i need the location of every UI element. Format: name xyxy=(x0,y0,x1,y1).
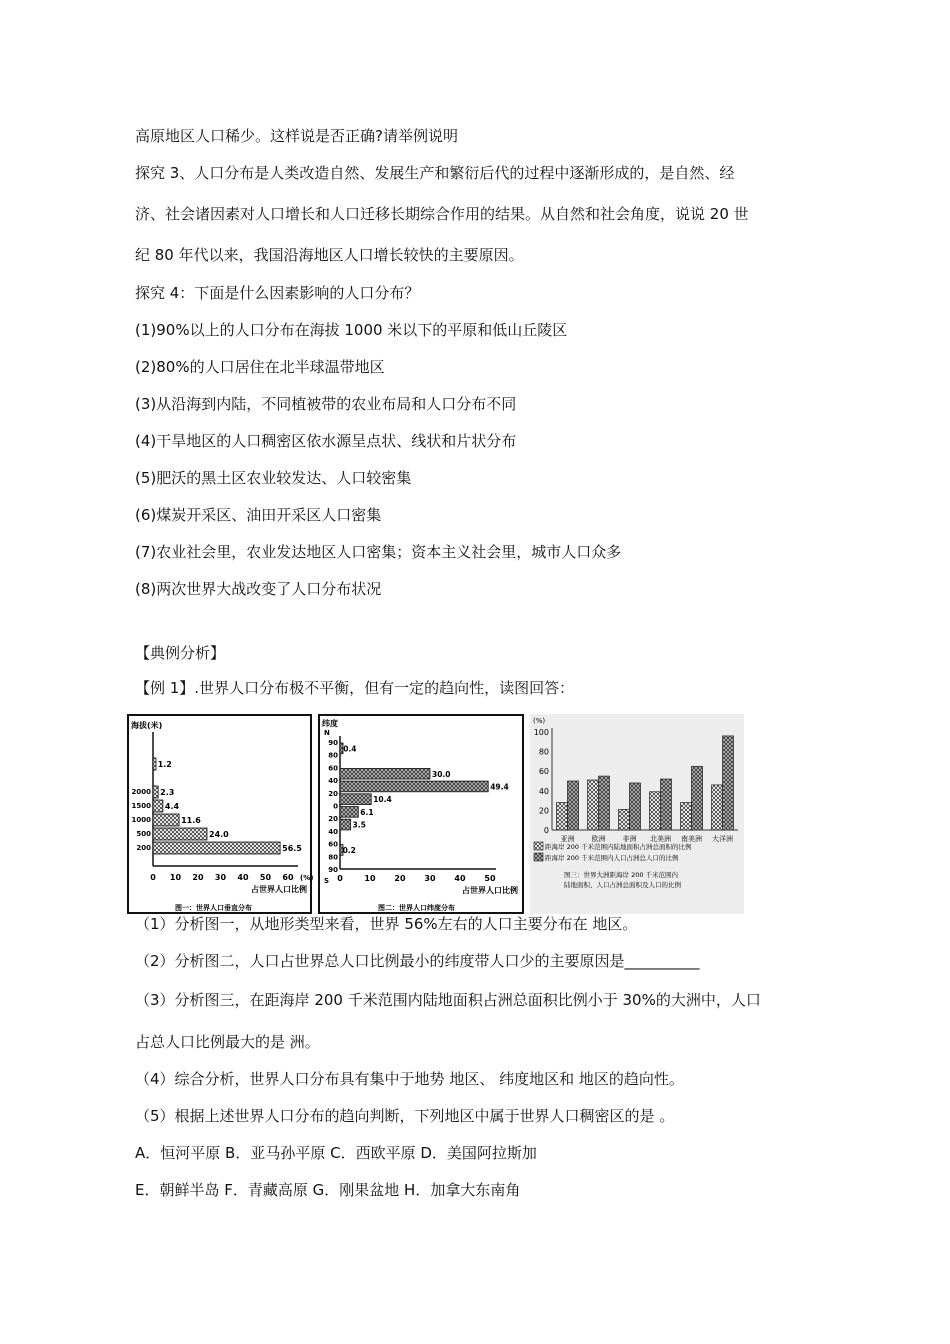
chart-3-bar xyxy=(650,792,661,830)
chart-1-x-tick-label: 50 xyxy=(259,873,272,882)
chart-2-value-label: 30.0 xyxy=(432,769,451,779)
chart-2-x-tick-label: 0 xyxy=(337,874,343,883)
chart-2-y-tick-label: 60 xyxy=(328,764,338,773)
chart-3-bar xyxy=(619,809,630,830)
chart-1-x-tick-label: 10 xyxy=(169,873,182,882)
chart-3-category-label: 大洋洲 xyxy=(712,835,733,843)
chart-2-y-tick-label: 40 xyxy=(328,827,338,836)
chart-3-bar xyxy=(692,766,703,830)
chart-3-bar xyxy=(568,781,579,830)
chart-1-y-tick-label: 1000 xyxy=(131,816,151,824)
paragraph-line-3: 济、社会诸因素对人口增长和人口迁移长期综合作用的结果。从自然和社会角度，说说 20 世 xyxy=(135,205,749,223)
chart-1-ylabel: 海拔(米) xyxy=(131,721,163,730)
chart-2-x-tick-label: 40 xyxy=(454,874,466,883)
chart-1-x-tick-label: 60 xyxy=(282,873,294,882)
chart-1-bar xyxy=(153,800,163,812)
chart-3-y-tick-label: 80 xyxy=(538,747,549,757)
chart-1-value-label: 2.3 xyxy=(160,788,175,797)
chart-2-x-tick-label: 20 xyxy=(394,874,406,883)
chart-2-value-label: 6.1 xyxy=(360,807,374,817)
chart-3-bar xyxy=(557,803,568,830)
chart-2-y-tick-label: 0 xyxy=(333,802,338,811)
chart-1-xlabel: 占世界人口比例 xyxy=(251,885,307,894)
chart-2-bar xyxy=(340,794,371,805)
chart-1-y-tick-label: 500 xyxy=(136,830,151,838)
chart-1-x-tick-label: 0 xyxy=(150,873,156,882)
chart-3-title-line-1: 图三：世界大洲距海岸 200 千米范围内 xyxy=(564,871,679,879)
chart-2-bar xyxy=(340,781,488,792)
paragraph-line-6: (1)90%以上的人口分布在海拔 1000 米以下的平原和低山丘陵区 xyxy=(135,321,568,339)
chart-1-value-label: 24.0 xyxy=(209,830,229,839)
chart-3-bar xyxy=(599,776,610,830)
chart-3-bar xyxy=(712,785,723,830)
chart-1-x-tick-label: 30 xyxy=(214,873,227,882)
paragraph-line-13: (8)两次世界大战改变了人口分布状况 xyxy=(135,580,382,598)
figure-row xyxy=(127,714,747,914)
chart-2-bar xyxy=(340,819,351,830)
chart-3-title-line-2: 陆地面积、人口占洲总面积及人口的比例 xyxy=(564,881,681,889)
chart-2-x-tick-label: 30 xyxy=(424,874,436,883)
section-title: 【典例分析】 xyxy=(135,644,226,662)
chart-2-y-tick-label: 20 xyxy=(328,789,338,798)
paragraph-line-7: (2)80%的人口居住在北半球温带地区 xyxy=(135,358,385,376)
paragraph-line-2: 探究 3、人口分布是人类改造自然、发展生产和繁衍后代的过程中逐渐形成的，是自然、经 xyxy=(135,164,735,182)
chart-2-y-tick-label: 80 xyxy=(328,751,338,760)
chart-3-category-label: 欧洲 xyxy=(591,835,606,843)
paragraph-line-4: 纪 80 年代以来，我国沿海地区人口增长较快的主要原因。 xyxy=(135,246,524,264)
chart-1-value-label: 56.5 xyxy=(282,844,302,853)
chart-1-bar xyxy=(153,814,179,826)
chart-3-category-label: 南美洲 xyxy=(681,835,702,843)
chart-3-category-label: 亚洲 xyxy=(560,835,575,843)
figure-2 xyxy=(318,714,524,914)
chart-1-x-unit: (%) xyxy=(300,874,314,882)
chart-2-bar xyxy=(340,768,430,779)
chart-3-legend-swatch xyxy=(534,853,543,861)
chart-2-y-tick-label: 80 xyxy=(328,853,338,862)
chart-2-y-tick-label: 60 xyxy=(328,840,338,849)
question-3-line-1: （3）分析图三，在距海岸 200 千米范围内陆地面积占洲总面积比例小于 30%的大洲中，人口 xyxy=(135,991,761,1009)
example-intro: 【例 1】.世界人口分布极不平衡，但有一定的趋向性，读图回答： xyxy=(135,679,575,697)
chart-2-y-bottom-label: S xyxy=(324,877,330,885)
chart-2-x-tick-label: 10 xyxy=(364,874,376,883)
chart-2-bar xyxy=(340,807,358,818)
chart-2-x-tick-label: 50 xyxy=(484,874,496,883)
chart-2-value-label: 49.4 xyxy=(490,782,509,792)
chart-1-bar xyxy=(153,828,207,840)
chart-1-y-tick-label: 2000 xyxy=(131,788,151,796)
paragraph-line-11: (6)煤炭开采区、油田开采区人口密集 xyxy=(135,506,382,524)
chart-2-value-label: 10.4 xyxy=(373,795,392,805)
chart-2-y-tick-label: 90 xyxy=(328,866,338,874)
chart-2-y-tick-label: 20 xyxy=(328,815,338,824)
chart-3 xyxy=(530,714,744,914)
question-2: （2）分析图二，人口占世界总人口比例最小的纬度带人口少的主要原因是__________ xyxy=(135,952,700,970)
chart-2-title: 图二：世界人口纬度分布 xyxy=(378,904,455,912)
chart-2-y-tick-label: 40 xyxy=(328,777,338,786)
chart-2-y-tick-label: 90 xyxy=(328,739,338,747)
chart-3-legend-label: 距海岸 200 千米范围内陆地面积占洲总面积的比例 xyxy=(545,843,692,851)
chart-3-category-label: 北美洲 xyxy=(650,835,671,843)
chart-3-y-tick-label: 20 xyxy=(538,806,549,816)
chart-1-x-tick-label: 40 xyxy=(237,873,249,882)
chart-3-bar xyxy=(661,779,672,830)
question-5: （5）根据上述世界人口分布的趋向判断，下列地区中属于世界人口稠密区的是 。 xyxy=(135,1107,675,1125)
chart-3-legend-swatch xyxy=(534,842,543,850)
chart-2 xyxy=(318,714,524,914)
paragraph-line-1: 高原地区人口稀少。这样说是否正确?请举例说明 xyxy=(135,127,458,145)
chart-2-ylabel: 纬度 xyxy=(322,719,338,728)
chart-2-y-top-label: N xyxy=(324,729,330,737)
chart-3-bar xyxy=(681,803,692,830)
chart-1-y-tick-label: 200 xyxy=(136,844,151,852)
chart-2-xlabel: 占世界人口比例 xyxy=(462,886,518,895)
chart-1-bar xyxy=(153,786,158,798)
figure-3 xyxy=(530,714,744,914)
question-3-line-2: 占总人口比例最大的是 洲。 xyxy=(135,1033,320,1051)
paragraph-line-5: 探究 4：下面是什么因素影响的人口分布？ xyxy=(135,284,420,302)
chart-3-bar xyxy=(630,783,641,830)
chart-1 xyxy=(127,714,312,914)
figure-1 xyxy=(127,714,312,914)
chart-3-y-tick-label: 60 xyxy=(538,767,549,777)
chart-1-value-label: 4.4 xyxy=(164,802,180,811)
options-line-1: A．恒河平原 B．亚马孙平原 C．西欧平原 D．美国阿拉斯加 xyxy=(135,1144,537,1162)
chart-1-bar xyxy=(153,758,156,770)
chart-1-bar xyxy=(153,842,280,854)
paragraph-line-12: (7)农业社会里，农业发达地区人口密集；资本主义社会里，城市人口众多 xyxy=(135,543,622,561)
question-4: （4）综合分析，世界人口分布具有集中于地势 地区、 纬度地区和 地区的趋向性。 xyxy=(135,1070,684,1088)
chart-3-y-unit: (%) xyxy=(533,717,546,725)
chart-3-y-tick-label: 40 xyxy=(538,786,549,796)
paragraph-line-10: (5)肥沃的黑土区农业较发达、人口较密集 xyxy=(135,469,412,487)
chart-2-value-label: 3.5 xyxy=(352,820,366,830)
chart-3-legend-label: 距海岸 200 千米范围内人口占洲总人口的比例 xyxy=(545,854,679,862)
paragraph-line-9: (4)干旱地区的人口稠密区依水源呈点状、线状和片状分布 xyxy=(135,432,517,450)
paragraph-line-8: (3)从沿海到内陆，不同植被带的农业布局和人口分布不同 xyxy=(135,395,517,413)
chart-2-value-label: 0.2 xyxy=(342,845,356,855)
chart-3-bar xyxy=(723,736,734,830)
chart-3-y-tick-label: 100 xyxy=(533,728,549,737)
options-line-2: E．朝鲜半岛 F．青藏高原 G．刚果盆地 H．加拿大东南角 xyxy=(135,1181,521,1199)
chart-2-value-label: 0.4 xyxy=(343,744,357,754)
chart-1-y-tick-label: 1500 xyxy=(131,802,151,810)
chart-1-x-tick-label: 20 xyxy=(192,873,204,882)
chart-1-value-label: 1.2 xyxy=(157,760,172,769)
chart-3-category-label: 非洲 xyxy=(622,835,637,843)
chart-3-y-tick-label: 0 xyxy=(543,826,549,835)
chart-1-title: 图一：世界人口垂直分布 xyxy=(175,904,252,912)
question-1: （1）分析图一，从地形类型来看，世界 56%左右的人口主要分布在 地区。 xyxy=(135,915,638,933)
chart-3-bar xyxy=(588,780,599,830)
chart-1-value-label: 11.6 xyxy=(181,816,201,825)
